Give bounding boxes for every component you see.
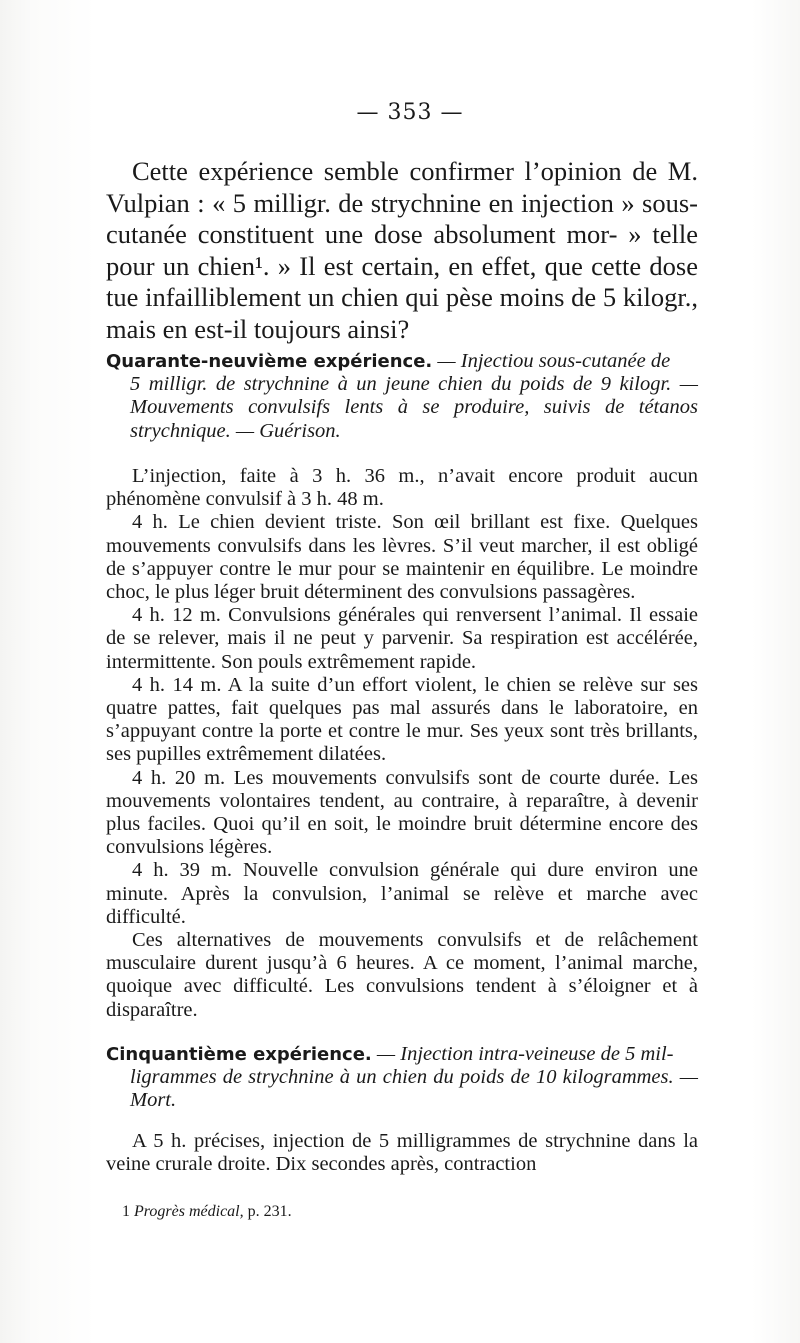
footnote-marker: 1 bbox=[122, 1203, 130, 1220]
experiment-50-title-cont: ligrammes de strychnine à un chien du poids de 10 kilogrammes. — Mort. bbox=[130, 1066, 698, 1112]
paragraph: L’injection, faite à 3 h. 36 m., n’avait encore produit aucun phénomène convulsif à 3 h. 48 m. bbox=[106, 465, 698, 511]
page-number: — 353 — bbox=[356, 100, 464, 125]
experiment-49-lead: Quarante-neuvième expérience. bbox=[106, 351, 433, 372]
paragraph: 4 h. Le chien devient triste. Son œil brillant est fixe. Quelques mouvements convulsifs dans les lèvres. S’il veut marcher, il est obligé de s’appuyer contre le mur pour se maintenir en équilibre. Le moindre choc, le plus léger bruit déterminent des convulsions passagères. bbox=[106, 511, 698, 604]
experiment-50-body bbox=[106, 1130, 698, 1176]
paragraph: 4 h. 14 m. A la suite d’un effort violent, le chien se relève sur ses quatre pattes, fait quelques pas mal assurés dans le laboratoire, en s’appuyant contre la porte et contre le mur. Ses yeux sont très brillants, ses pupilles extrêmement dilatées. bbox=[106, 673, 698, 766]
experiment-50-lead: Cinquantième expérience. bbox=[106, 1044, 372, 1065]
paragraph: A 5 h. précises, injection de 5 milligrammes de strychnine dans la veine crurale droite. Dix secondes après, contraction bbox=[106, 1130, 698, 1176]
experiment-49-title-cont: 5 milligr. de strychnine à un jeune chien du poids de 9 kilogr. — Mouvements convulsifs lents à se produire, suivis de tétanos strychnique. — Guérison. bbox=[130, 373, 698, 442]
paragraph: 4 h. 20 m. Les mouvements convulsifs sont de courte durée. Les mouvements volontaires tendent, au contraire, à reparaître, à devenir plus faciles. Quoi qu’il en soit, le moindre bruit détermine encore des convulsions légères. bbox=[106, 766, 698, 859]
page-header bbox=[0, 100, 800, 125]
experiment-49-heading bbox=[106, 350, 698, 443]
footnote bbox=[122, 1203, 292, 1221]
paragraph: 4 h. 39 m. Nouvelle convulsion générale qui dure environ une minute. Après la convulsion, l’animal se relève et marche avec difficulté. bbox=[106, 859, 698, 928]
experiment-49-title: — Injectiou sous-cutanée de bbox=[437, 350, 671, 372]
paragraph: 4 h. 12 m. Convulsions générales qui renversent l’animal. Il essaie de se relever, mais il ne peut y parvenir. Sa respiration est accélérée, intermittente. Son pouls extrêmement rapide. bbox=[106, 604, 698, 673]
experiment-50-title: — Injection intra-veineuse de 5 mil- bbox=[376, 1043, 674, 1065]
experiment-49-body bbox=[106, 465, 698, 1022]
footnote-source: Progrès médical, bbox=[134, 1203, 244, 1220]
intro-paragraph: Cette expérience semble confirmer l’opinion de M. Vulpian : « 5 milligr. de strychnine en injection » sous-cutanée constituent une dose absolument mor- » telle pour un chien¹. » Il est certain, en effet, que cette dose tue infailliblement un chien qui pèse moins de 5 kilogr., mais en est-il toujours ainsi? bbox=[106, 156, 698, 344]
intro-section bbox=[106, 156, 698, 345]
paragraph: Ces alternatives de mouvements convulsifs et de relâchement musculaire durent jusqu’à 6 heures. A ce moment, l’animal marche, quoique avec difficulté. Les convulsions tendent à s’éloigner et à disparaître. bbox=[106, 929, 698, 1021]
experiment-50-heading bbox=[106, 1043, 698, 1113]
footnote-page: p. 231. bbox=[247, 1203, 292, 1220]
